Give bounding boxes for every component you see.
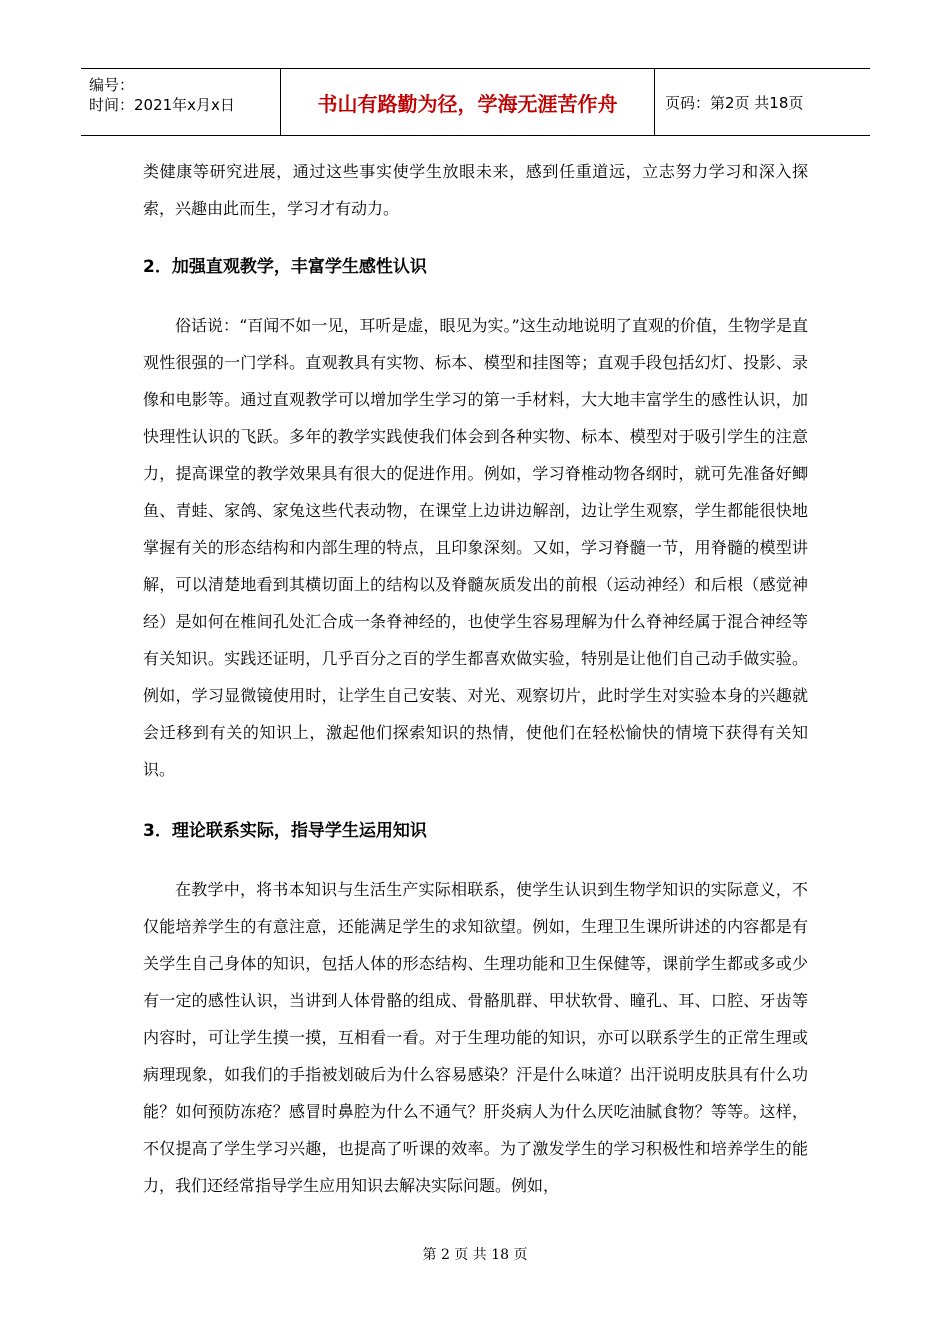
page-header (81, 68, 870, 136)
header-motto: 书山有路勤为径，学海无涯苦作舟 (281, 69, 655, 135)
heading: 3．理论联系实际，指导学生运用知识 (143, 821, 427, 841)
page-footer: 第 2 页 共 18 页 (422, 1247, 528, 1263)
paragraph-section-3 (143, 871, 808, 1204)
time-label: 时间：2021年x月x日 (89, 96, 235, 114)
heading: 2．加强直观教学，丰富学生感性认识 (143, 257, 427, 277)
paragraph: 类健康等研究进展，通过这些事实使学生放眼未来，感到任重道远，立志努力学习和深入探索，兴趣由此而生，学习才有动力。 (143, 162, 808, 218)
paragraph: 在教学中，将书本知识与生活生产实际相联系，使学生认识到生物学知识的实际意义，不仅能培养学生的有意注意，还能满足学生的求知欲望。例如，生理卫生课所讲述的内容都是有关学生自己身体的知识，包括人体的形态结构、生理功能和卫生保健等，课前学生都或多或少有一定的感性认识，当讲到人体骨骼的组成、骨骼肌群、甲状软骨、瞳孔、耳、口腔、牙齿等内容时，可让学生摸一摸，互相看一看。对于生理功能的知识，亦可以联系学生的正常生理或病理现象，如我们的手指被划破后为什么容易感染？汗是什么味道？出汗说明皮肤具有什么功能？如何预防冻疮？感冒时鼻腔为什么不通气？肝炎病人为什么厌吃油腻食物？等等。这样，不仅提高了学生学习兴趣，也提高了听课的效率。为了激发学生的学习积极性和培养学生的能力，我们还经常指导学生应用知识去解决实际问题。例如， (143, 880, 808, 1195)
paragraph-section-2 (143, 307, 808, 788)
section-heading-3 (143, 819, 808, 843)
number-label: 编号： (89, 76, 135, 94)
header-page-info: 页码：第2页 共18页 (665, 93, 804, 112)
section-heading-2 (143, 255, 808, 279)
paragraph-intro (143, 153, 808, 227)
paragraph: 俗话说：“百闻不如一见，耳听是虚，眼见为实。”这生动地说明了直观的价值，生物学是直观性很强的一门学科。直观教具有实物、标本、模型和挂图等；直观手段包括幻灯、投影、录像和电影等。通过直观教学可以增加学生学习的第一手材料，大大地丰富学生的感性认识，加快理性认识的飞跃。多年的教学实践使我们体会到各种实物、标本、模型对于吸引学生的注意力，提高课堂的教学效果具有很大的促进作用。例如，学习脊椎动物各纲时，就可先准备好鲫鱼、青蛙、家鸽、家兔这些代表动物，在课堂上边讲边解剖，边让学生观察，学生都能很快地掌握有关的形态结构和内部生理的特点，且印象深刻。又如，学习脊髓一节，用脊髓的模型讲解，可以清楚地看到其横切面上的结构以及脊髓灰质发出的前根（运动神经）和后根（感觉神经）是如何在椎间孔处汇合成一条脊神经的，也使学生容易理解为什么脊神经属于混合神经等有关知识。实践还证明，几乎百分之百的学生都喜欢做实验，特别是让他们自己动手做实验。例如，学习显微镜使用时，让学生自己安装、对光、观察切片，此时学生对实验本身的兴趣就会迁移到有关的知识上，激起他们探索知识的热情，使他们在轻松愉快的情境下获得有关知识。 (143, 316, 808, 779)
header-meta (81, 69, 281, 135)
